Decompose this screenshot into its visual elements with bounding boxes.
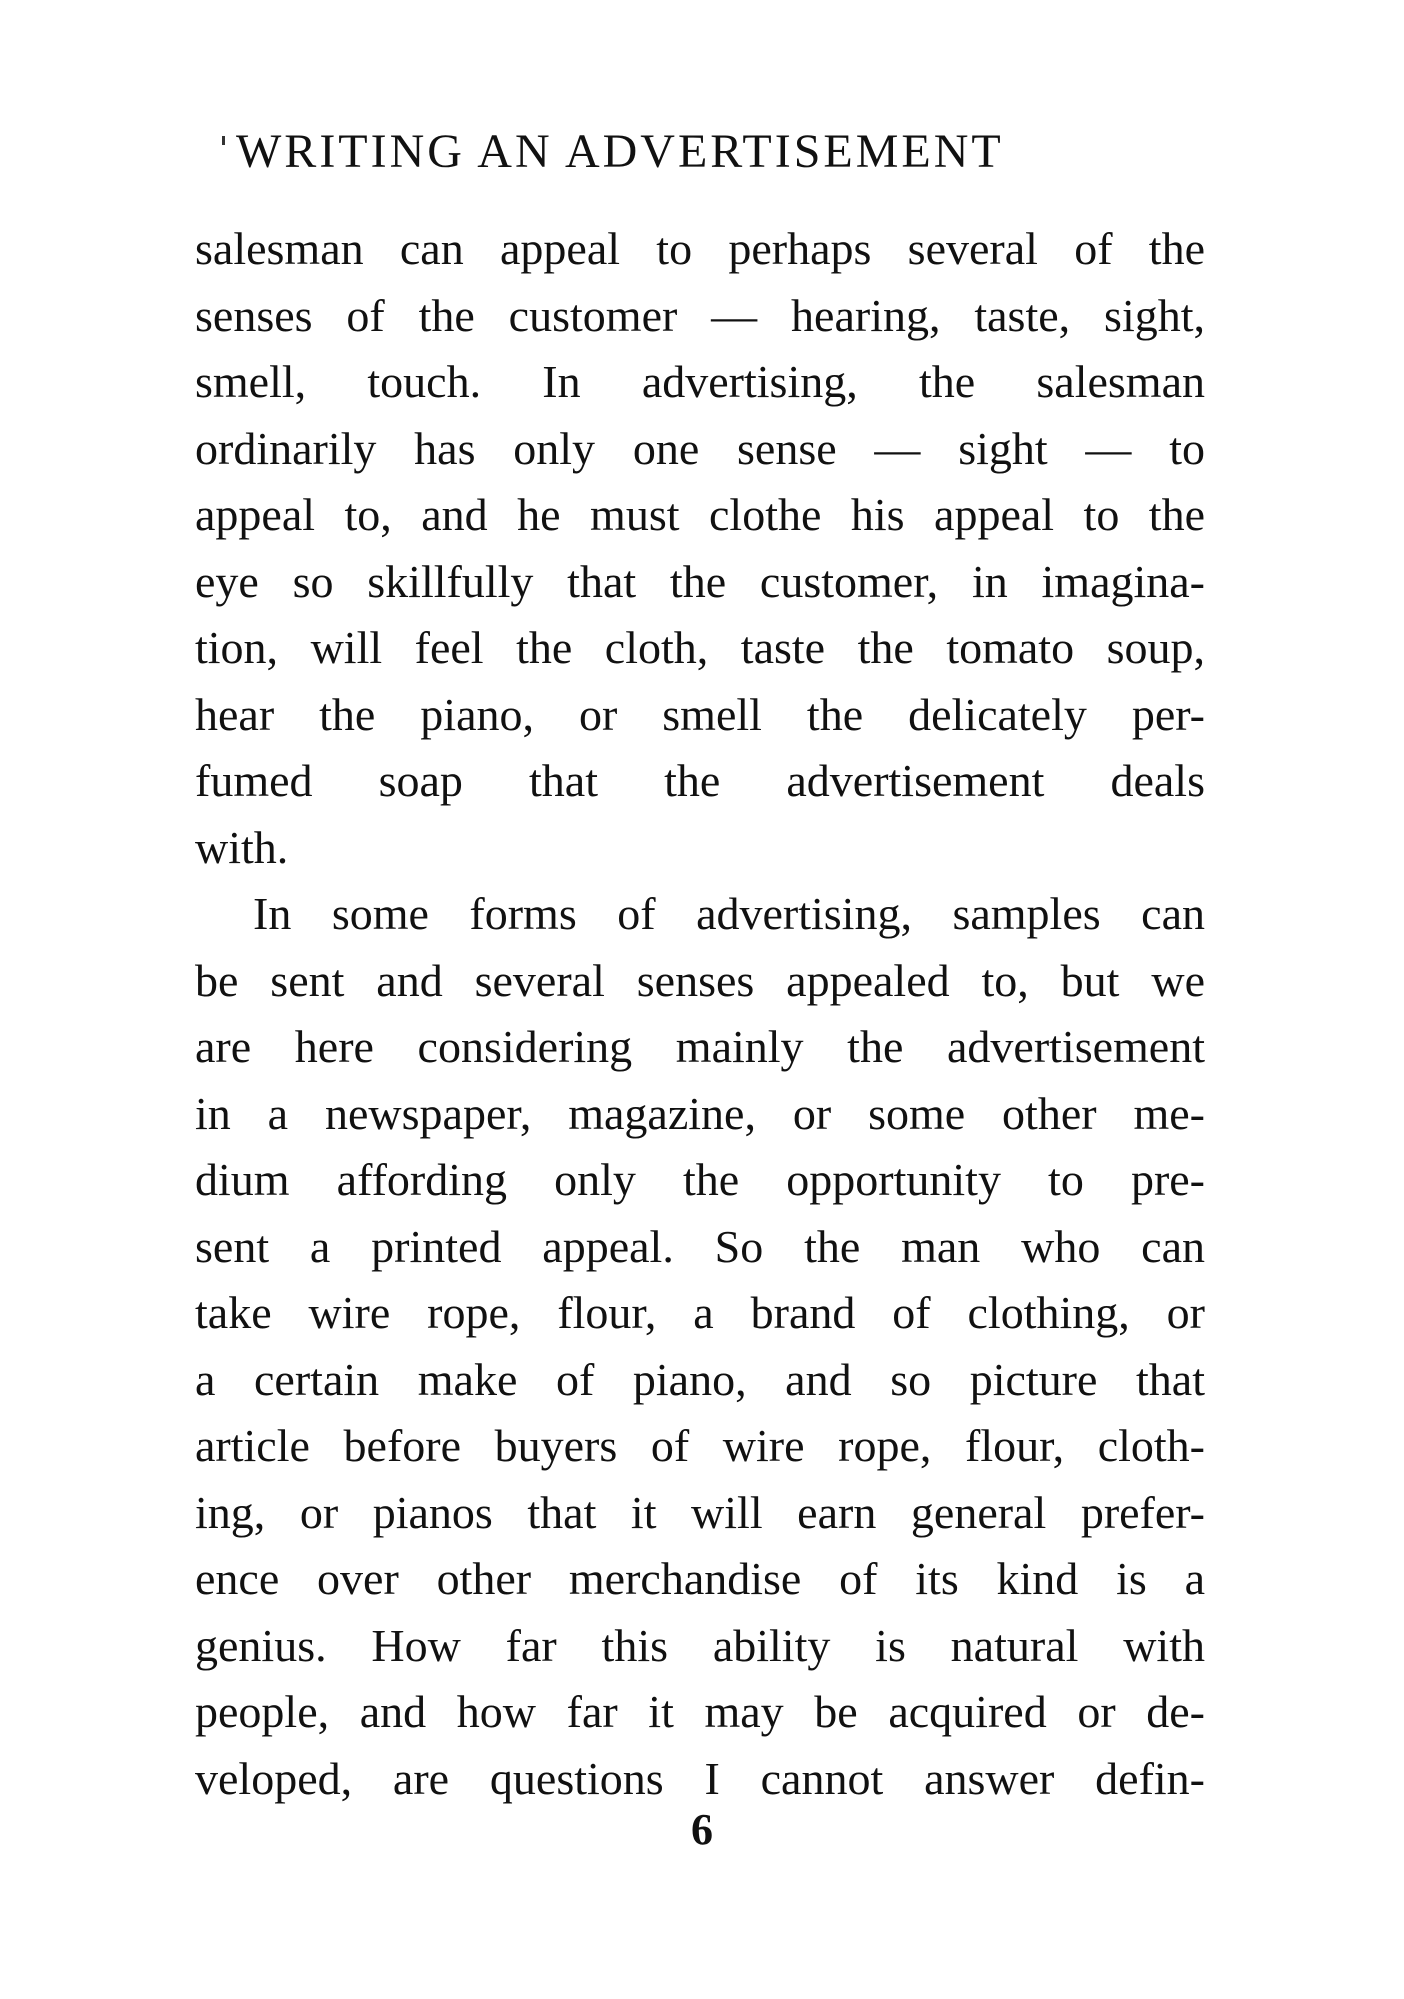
text-line: hear the piano, or smell the delicately per- <box>195 688 1205 740</box>
text-line: are here considering mainly the advertisement <box>195 1021 1205 1072</box>
text-line: take wire rope, flour, a brand of clothing, or <box>195 1287 1205 1338</box>
ink-speck <box>222 136 225 145</box>
text-line: genius. How far this ability is natural with <box>195 1619 1205 1671</box>
text-line: smell, touch. In advertising, the salesman <box>195 356 1205 407</box>
text-line: eye so skillfully that the customer, in imagina- <box>195 555 1205 607</box>
text-line: appeal to, and he must clothe his appeal to the <box>195 489 1205 540</box>
text-line: a certain make of piano, and so picture that <box>195 1353 1205 1405</box>
text-line: senses of the customer — hearing, taste, sight, <box>195 289 1205 341</box>
running-head: WRITING AN ADVERTISEMENT <box>236 125 1004 178</box>
paragraph-first-line: In some forms of advertising, samples can <box>253 888 1205 939</box>
text-line: ordinarily has only one sense — sight — to <box>195 422 1205 474</box>
text-line: tion, will feel the cloth, taste the tomato soup, <box>195 622 1205 673</box>
body-text <box>195 216 1205 1812</box>
text-line: people, and how far it may be acquired or de- <box>195 1686 1205 1737</box>
text-line: salesman can appeal to perhaps several of the <box>195 223 1205 274</box>
text-line: with. <box>195 821 289 873</box>
text-line: sent a printed appeal. So the man who can <box>195 1220 1205 1272</box>
text-line: fumed soap that the advertisement deals <box>195 755 1205 806</box>
text-line: be sent and several senses appealed to, but we <box>195 954 1205 1006</box>
text-line: article before buyers of wire rope, flour, cloth- <box>195 1420 1205 1471</box>
text-line: ing, or pianos that it will earn general prefer- <box>195 1486 1205 1538</box>
text-line: dium affording only the opportunity to pre- <box>195 1154 1205 1205</box>
text-line: ence over other merchandise of its kind is a <box>195 1553 1205 1604</box>
text-line: in a newspaper, magazine, or some other me- <box>195 1087 1205 1139</box>
page-number: 6 <box>691 1805 713 1854</box>
text-line: veloped, are questions I cannot answer defin- <box>195 1752 1205 1804</box>
